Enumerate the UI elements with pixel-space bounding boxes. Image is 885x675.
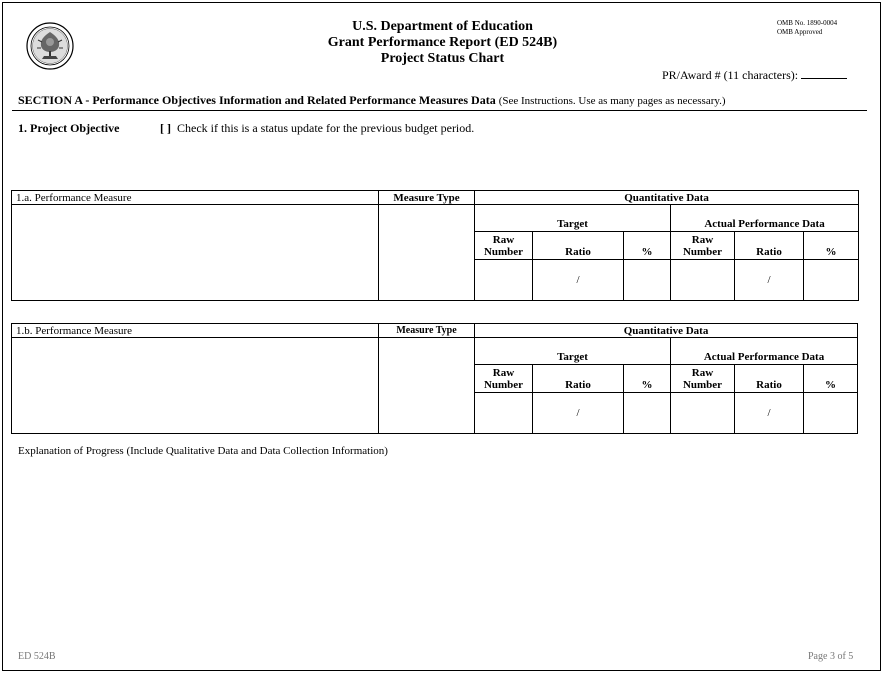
omb-status: OMB Approved	[777, 28, 823, 36]
measure-type-field[interactable]	[379, 205, 475, 301]
omb-number: OMB No. 1890-0004	[777, 19, 838, 27]
actual-percent-header: %	[804, 232, 859, 260]
actual-raw-number-field[interactable]	[671, 393, 735, 434]
actual-ratio-header: Ratio	[735, 365, 804, 393]
target-percent-header: %	[624, 365, 671, 393]
target-percent-header: %	[624, 232, 671, 260]
award-blank[interactable]	[801, 68, 847, 79]
actual-ratio-field[interactable]: /	[735, 393, 804, 434]
actual-performance-header: Actual Performance Data	[671, 338, 858, 365]
target-ratio-header: Ratio	[533, 365, 624, 393]
actual-raw-number-field[interactable]	[671, 260, 735, 301]
target-percent-field[interactable]	[624, 393, 671, 434]
explanation-of-progress-label: Explanation of Progress (Include Qualitative Data and Data Collection Information)	[18, 445, 388, 457]
actual-raw-number-header: Raw Number	[671, 365, 735, 393]
performance-measure-table-a	[11, 190, 859, 301]
performance-measure-field[interactable]	[12, 205, 379, 301]
target-header: Target	[475, 338, 671, 365]
measure-type-header: Measure Type	[379, 191, 475, 205]
target-header: Target	[475, 205, 671, 232]
project-objective-label: 1. Project Objective	[18, 121, 120, 135]
target-percent-field[interactable]	[624, 260, 671, 301]
performance-measure-field[interactable]	[12, 338, 379, 434]
target-ratio-field[interactable]: /	[533, 260, 624, 301]
quantitative-data-header: Quantitative Data	[475, 324, 858, 338]
actual-percent-header: %	[804, 365, 858, 393]
measure-type-header: Measure Type	[379, 324, 475, 338]
actual-ratio-field[interactable]: /	[735, 260, 804, 301]
target-raw-number-field[interactable]	[475, 393, 533, 434]
footer-page-number: Page 3 of 5	[808, 651, 854, 662]
status-update-checkbox[interactable]	[160, 121, 474, 136]
target-ratio-header: Ratio	[533, 232, 624, 260]
award-label: PR/Award # (11 characters):	[662, 68, 799, 82]
report-title: Grant Performance Report (ED 524B)	[327, 35, 558, 50]
agency-title: U.S. Department of Education	[352, 19, 533, 34]
section-rule	[12, 110, 867, 111]
section-heading	[18, 93, 726, 108]
measure-type-field[interactable]	[379, 338, 475, 434]
target-raw-number-field[interactable]	[475, 260, 533, 301]
actual-ratio-header: Ratio	[735, 232, 804, 260]
actual-percent-field[interactable]	[804, 260, 859, 301]
target-raw-number-header: Raw Number	[475, 365, 533, 393]
actual-performance-header: Actual Performance Data	[671, 205, 859, 232]
target-raw-number-header: Raw Number	[475, 232, 533, 260]
actual-raw-number-header: Raw Number	[671, 232, 735, 260]
performance-measure-label: 1.a. Performance Measure	[12, 191, 379, 205]
chart-title: Project Status Chart	[380, 51, 505, 66]
performance-measure-label: 1.b. Performance Measure	[12, 324, 379, 338]
section-title: SECTION A - Performance Objectives Information and Related Performance Measures Data	[18, 93, 496, 107]
quantitative-data-header: Quantitative Data	[475, 191, 859, 205]
section-instructions: (See Instructions. Use as many pages as necessary.)	[498, 95, 726, 107]
award-field[interactable]	[662, 68, 847, 83]
actual-percent-field[interactable]	[804, 393, 858, 434]
footer-form-id: ED 524B	[18, 651, 56, 662]
checkbox-brackets[interactable]: [ ]	[160, 121, 171, 135]
checkbox-text: Check if this is a status update for the previous budget period.	[177, 121, 475, 135]
performance-measure-table-b	[11, 323, 858, 434]
target-ratio-field[interactable]: /	[533, 393, 624, 434]
